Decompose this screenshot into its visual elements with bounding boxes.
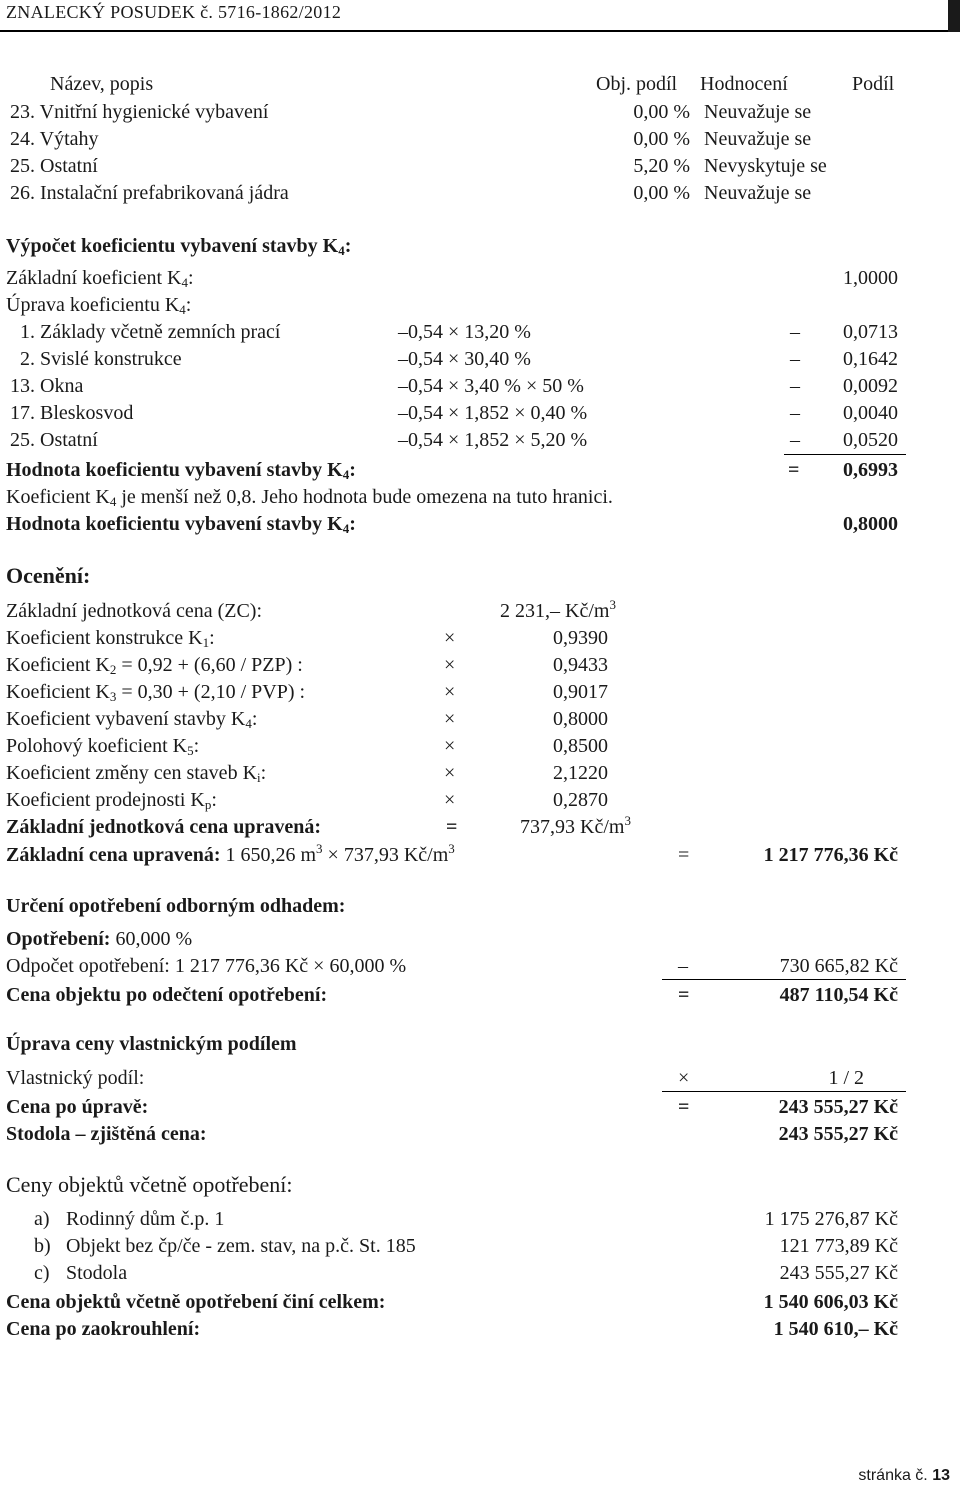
- object-value: 243 555,27 Kč: [779, 1262, 898, 1284]
- object-value: 1 175 276,87 Kč: [764, 1208, 898, 1230]
- document-header: ZNALECKÝ POSUDEK č. 5716-1862/2012: [6, 2, 342, 22]
- after-wear-label: Cena objektu po odečtení opotřebení:: [6, 984, 328, 1006]
- col-header-rating: Hodnocení: [700, 73, 788, 95]
- ceny-title: Ceny objektů včetně opotřebení:: [6, 1172, 293, 1197]
- deduction-label: Odpočet opotřebení: 1 217 776,36 Kč × 60,000 %: [6, 955, 407, 977]
- after-adjust-op: =: [678, 1096, 690, 1118]
- table-row-share: 0,00 %: [633, 182, 690, 204]
- k4-final-value: 0,8000: [843, 513, 898, 535]
- table-row-share: 5,20 %: [633, 155, 690, 177]
- zcu-unit-label: Základní jednotková cena upravená:: [6, 816, 322, 838]
- coef-op: ×: [444, 654, 456, 676]
- table-row-rating: Neuvažuje se: [704, 128, 812, 150]
- coef-op: ×: [444, 789, 456, 811]
- k4-item-formula: –0,54 × 30,40 %: [398, 348, 531, 370]
- k4-final-label: Hodnota koeficientu vybavení stavby $K_4$:: [6, 513, 356, 536]
- k4-base-value: 1,0000: [843, 267, 898, 289]
- k4-result-op: =: [788, 459, 800, 481]
- zc-value: 2 231,– $Kč/m^3$: [500, 597, 616, 622]
- k4-item-value: 0,0520: [843, 429, 898, 451]
- after-adjust-label: Cena po úpravě:: [6, 1096, 149, 1118]
- k4-item-label: 13. Okna: [10, 375, 84, 397]
- table-row-name: 25. Ostatní: [10, 155, 98, 177]
- k4-item-label: 25. Ostatní: [10, 429, 98, 451]
- coef-value: 0,8500: [553, 735, 608, 757]
- zcu-unit-value: 737,93 $Kč/m^3$: [520, 813, 631, 838]
- object-letter: a): [34, 1208, 50, 1230]
- k4-item-formula: –0,54 × 3,40 % × 50 %: [398, 375, 584, 397]
- stodola-label: Stodola – zjištěná cena:: [6, 1123, 207, 1145]
- coef-value: 0,9017: [553, 681, 608, 703]
- k4-item-value: 0,0040: [843, 402, 898, 424]
- coef-op: ×: [444, 708, 456, 730]
- coef-op: ×: [444, 681, 456, 703]
- coef-label: Koeficient vybavení stavby $K_4$:: [6, 708, 258, 731]
- k4-result-label: Hodnota koeficientu vybavení stavby $K_4$:: [6, 459, 356, 482]
- rounded-value: 1 540 610,– Kč: [773, 1318, 898, 1340]
- k4-item-value: 0,1642: [843, 348, 898, 370]
- k4-item-formula: –0,54 × 1,852 × 0,40 %: [398, 402, 588, 424]
- k4-base-label: Základní koeficient $K_4$:: [6, 267, 194, 290]
- table-row-share: 0,00 %: [633, 101, 690, 123]
- k4-item-value: 0,0092: [843, 375, 898, 397]
- object-letter: c): [34, 1262, 50, 1284]
- coef-label: Koeficient změny cen staveb $K_i$:: [6, 762, 267, 785]
- col-header-name: Název, popis: [50, 73, 154, 95]
- coef-value: 2,1220: [553, 762, 608, 784]
- coef-op: ×: [444, 762, 456, 784]
- table-row-share: 0,00 %: [633, 128, 690, 150]
- after-wear-op: =: [678, 984, 690, 1006]
- table-row-rating: Neuvažuje se: [704, 182, 812, 204]
- coef-value: 0,9390: [553, 627, 608, 649]
- table-row-rating: Nevyskytuje se: [704, 155, 827, 177]
- coef-label: Koeficient $K_3 = 0,30 + (2,10 / PVP)$ :: [6, 681, 306, 704]
- opotrebeni-line: Opotřebení: 60,000 %: [6, 928, 193, 950]
- coef-value: 0,8000: [553, 708, 608, 730]
- k4-item-op: –: [790, 321, 800, 343]
- col-header-portion: Podíl: [852, 73, 895, 95]
- oceneni-title: Ocenění:: [6, 563, 91, 588]
- uprava-title: Úprava ceny vlastnickým podílem: [6, 1033, 297, 1055]
- ownership-value: 1 / 2: [828, 1067, 864, 1089]
- rounded-label: Cena po zaokrouhlení:: [6, 1318, 201, 1340]
- zcu-op: =: [678, 844, 690, 866]
- zcu-line: Základní cena upravená: 1 650,26 $m^3 \times 737,93$ $Kč/m^3$: [6, 841, 455, 866]
- col-header-share: Obj. podíl: [596, 73, 678, 95]
- k4-item-op: –: [790, 348, 800, 370]
- zc-label: Základní jednotková cena (ZC):: [6, 600, 263, 622]
- object-label: Objekt bez čp/če - zem. stav, na p.č. St. 185: [66, 1235, 416, 1257]
- coef-label: Koeficient prodejnosti $K_p$:: [6, 789, 217, 812]
- coef-label: Polohový koeficient $K_5$:: [6, 735, 200, 758]
- ownership-label: Vlastnický podíl:: [6, 1067, 145, 1089]
- object-letter: b): [34, 1235, 51, 1257]
- table-row-name: 26. Instalační prefabrikovaná jádra: [10, 182, 289, 204]
- coef-label: Koeficient $K_2 = 0,92 + (6,60 / PZP)$ :: [6, 654, 303, 677]
- k4-item-label: 17. Bleskosvod: [10, 402, 134, 424]
- deduction-op: –: [678, 955, 688, 977]
- page-footer: stránka č. 13: [858, 1467, 950, 1484]
- total-value: 1 540 606,03 Kč: [763, 1291, 898, 1313]
- coef-op: ×: [444, 735, 456, 757]
- total-label: Cena objektů včetně opotřebení činí celkem:: [6, 1291, 386, 1313]
- k4-note: Koeficient $K_4$ je menší než 0,8. Jeho hodnota bude omezena na tuto hranici.: [6, 486, 613, 509]
- after-wear-value: 487 110,54 Kč: [779, 984, 898, 1006]
- object-value: 121 773,89 Kč: [779, 1235, 898, 1257]
- k4-sum-rule: [784, 454, 906, 455]
- deduction-rule: [662, 979, 906, 980]
- object-label: Stodola: [66, 1262, 128, 1284]
- header-corner-strip: [948, 0, 960, 32]
- k4-item-op: –: [790, 402, 800, 424]
- zcu-unit-op: =: [446, 816, 458, 838]
- k4-item-label: 2. Svislé konstrukce: [20, 348, 182, 370]
- after-adjust-value: 243 555,27 Kč: [778, 1096, 898, 1118]
- k4-item-formula: –0,54 × 1,852 × 5,20 %: [398, 429, 588, 451]
- ownership-rule: [662, 1091, 906, 1092]
- k4-section-title: Výpočet koeficientu vybavení stavby $K_4$:: [6, 235, 352, 258]
- coef-op: ×: [444, 627, 456, 649]
- k4-item-op: –: [790, 375, 800, 397]
- stodola-value: 243 555,27 Kč: [778, 1123, 898, 1145]
- table-row-name: 24. Výtahy: [10, 128, 99, 150]
- header-rule: [0, 30, 960, 32]
- coef-value: 0,9433: [553, 654, 608, 676]
- k4-item-value: 0,0713: [843, 321, 898, 343]
- k4-item-formula: –0,54 × 13,20 %: [398, 321, 531, 343]
- coef-label: Koeficient konstrukce $K_1$:: [6, 627, 215, 650]
- deduction-value: 730 665,82 Kč: [779, 955, 898, 977]
- coef-value: 0,2870: [553, 789, 608, 811]
- object-label: Rodinný dům č.p. 1: [66, 1208, 225, 1230]
- k4-adjust-label: Úprava koeficientu $K_4$:: [6, 294, 192, 317]
- table-row-rating: Neuvažuje se: [704, 101, 812, 123]
- k4-item-op: –: [790, 429, 800, 451]
- table-row-name: 23. Vnitřní hygienické vybavení: [10, 101, 269, 123]
- zcu-value: 1 217 776,36 Kč: [763, 844, 898, 866]
- opotrebeni-title: Určení opotřebení odborným odhadem:: [6, 895, 346, 917]
- k4-result-value: 0,6993: [843, 459, 898, 481]
- k4-item-label: 1. Základy včetně zemních prací: [20, 321, 281, 343]
- ownership-op: ×: [678, 1067, 690, 1089]
